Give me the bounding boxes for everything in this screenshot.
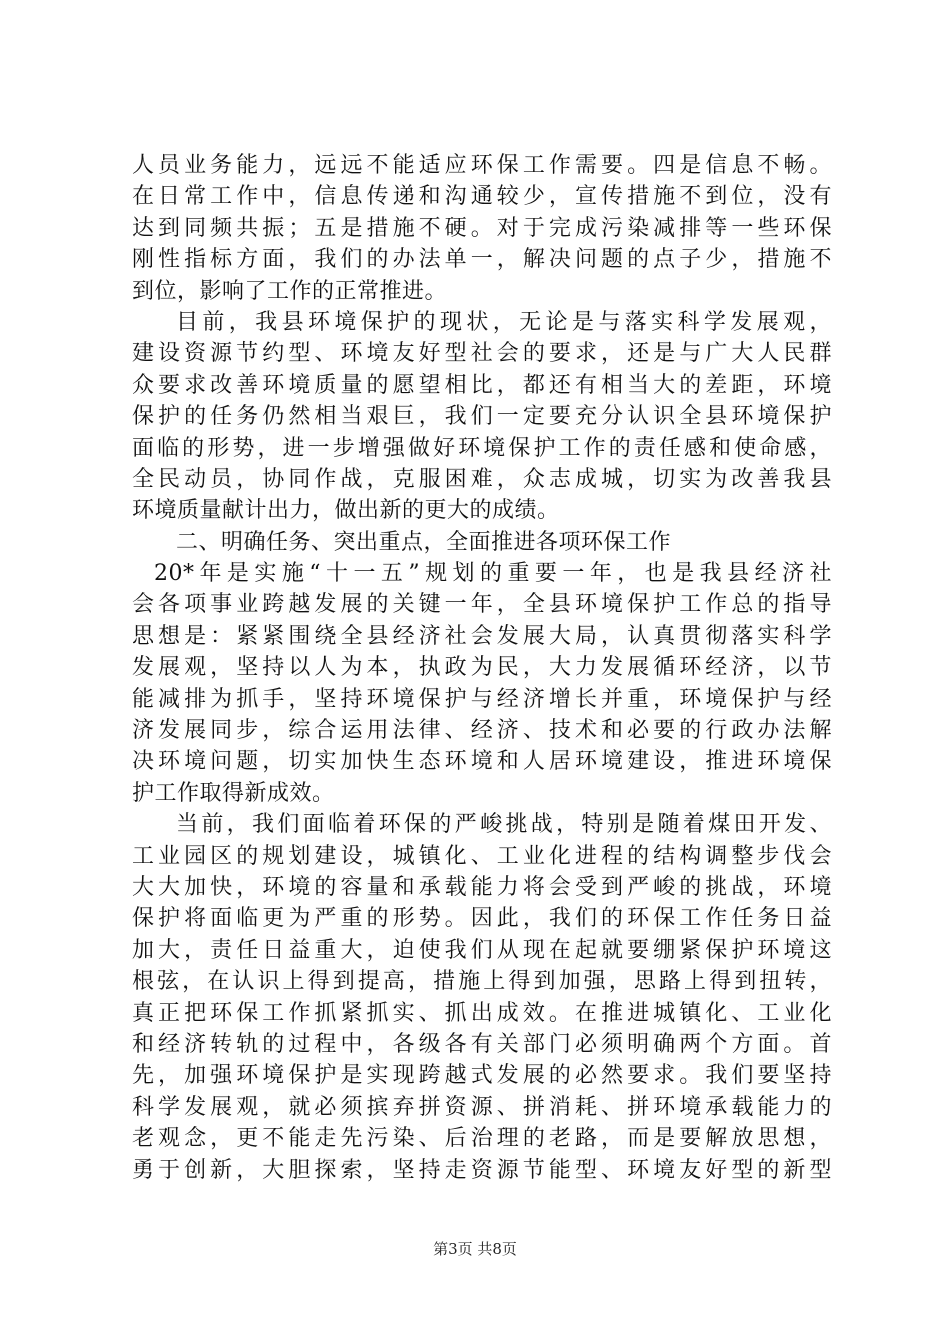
text-line: 济发展同步，综合运用法律、经济、技术和必要的行政办法解 [132,718,832,744]
text-line: 保护的任务仍然相当艰巨，我们一定要充分认识全县环境保护 [132,404,832,430]
text-line: 决环境问题，切实加快生态环境和人居环境建设，推进环境保 [132,749,832,775]
text-line: 科学发展观，就必须摈弃拼资源、拼消耗、拼环境承载能力的 [132,1094,832,1120]
text-line: 大大加快，环境的容量和承载能力将会受到严峻的挑战，环境 [132,874,832,900]
text-line: 护工作取得新成效。 [132,780,335,806]
text-line: 众要求改善环境质量的愿望相比，都还有相当大的差距，环境 [132,372,832,398]
text-line: 和经济转轨的过程中，各级各有关部门必须明确两个方面。首 [132,1031,832,1057]
text-line: 加大，责任日益重大，迫使我们从现在起就要绷紧保护环境这 [132,937,832,963]
text-line: 环境质量献计出力，做出新的更大的成绩。 [132,498,560,524]
text-line: 老观念，更不能走先污染、后治理的老路，而是要解放思想， [132,1126,832,1152]
paragraph-first-line: 当前，我们面临着环保的严峻挑战，特别是随着煤田开发、 [176,812,832,838]
text-line: 建设资源节约型、环境友好型社会的要求，还是与广大人民群 [132,341,832,367]
text-line: 真正把环保工作抓紧抓实、抓出成效。在推进城镇化、工业化 [132,1000,832,1026]
text-line: 先，加强环境保护是实现跨越式发展的必然要求。我们要坚持 [132,1063,832,1089]
text-line: 到位，影响了工作的正常推进。 [132,278,448,304]
text-line: 思想是：紧紧围绕全县经济社会发展大局，认真贯彻落实科学 [132,623,832,649]
text-line: 勇于创新，大胆探索，坚持走资源节能型、环境友好型的新型 [132,1157,832,1183]
section-heading: 二、明确任务、突出重点，全面推进各项环保工作 [176,529,672,555]
page-number-footer: 第3页 共8页 [433,1240,517,1258]
document-body [132,150,832,1186]
text-line: 面临的形势，进一步增强做好环境保护工作的责任感和使命感， [132,435,832,461]
text-line: 全民动员，协同作战，克服困难，众志成城，切实为改善我县 [132,466,832,492]
paragraph-first-line: 目前，我县环境保护的现状，无论是与落实科学发展观， [176,309,832,335]
text-line: 工业园区的规划建设，城镇化、工业化进程的结构调整步伐会 [132,843,832,869]
text-line: 发展观，坚持以人为本，执政为民，大力发展循环经济，以节 [132,655,832,681]
text-line: 能减排为抓手，坚持环境保护与经济增长并重，环境保护与经 [132,686,832,712]
paragraph-first-line: 20*年是实施“十一五”规划的重要一年，也是我县经济社 [154,561,832,587]
text-line: 达到同频共振；五是措施不硬。对于完成污染减排等一些环保 [132,215,832,241]
text-line: 人员业务能力，远远不能适应环保工作需要。四是信息不畅。 [132,153,832,178]
text-line: 会各项事业跨越发展的关键一年，全县环境保护工作总的指导 [132,592,832,618]
text-line: 刚性指标方面，我们的办法单一，解决问题的点子少，措施不 [132,247,832,273]
text-line: 在日常工作中，信息传递和沟通较少，宣传措施不到位，没有 [132,184,832,210]
text-line: 根弦，在认识上得到提高，措施上得到加强，思路上得到扭转， [132,969,832,995]
text-line: 保护将面临更为严重的形势。因此，我们的环保工作任务日益 [132,906,832,932]
